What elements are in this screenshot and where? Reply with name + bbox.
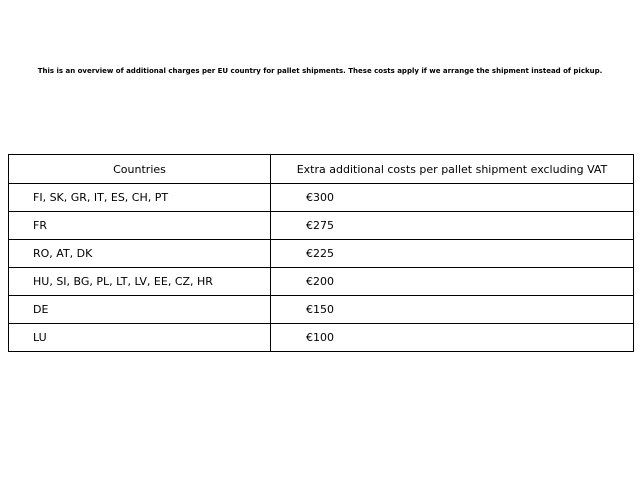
figure-caption: This is an overview of additional charges per EU country for pallet shipments. These costs apply if we arrange the shipment instead of pickup. xyxy=(37,67,603,75)
countries-cell: HU, SI, BG, PL, LT, LV, EE, CZ, HR xyxy=(9,268,271,296)
cost-cell: €300 xyxy=(271,184,634,212)
table-row xyxy=(9,184,634,212)
countries-cell: FR xyxy=(9,212,271,240)
table-row xyxy=(9,268,634,296)
countries-cell: FI, SK, GR, IT, ES, CH, PT xyxy=(9,184,271,212)
table-row xyxy=(9,296,634,324)
cost-header: Extra additional costs per pallet shipment excluding VAT xyxy=(271,155,634,184)
countries-header: Countries xyxy=(9,155,271,184)
table-header xyxy=(9,155,634,184)
table-row xyxy=(9,212,634,240)
cost-cell: €275 xyxy=(271,212,634,240)
table-row xyxy=(9,240,634,268)
countries-cell: DE xyxy=(9,296,271,324)
cost-cell: €200 xyxy=(271,268,634,296)
table-row xyxy=(9,324,634,352)
header-row xyxy=(9,155,634,184)
cost-cell: €100 xyxy=(271,324,634,352)
cost-cell: €150 xyxy=(271,296,634,324)
cost-cell: €225 xyxy=(271,240,634,268)
table-body xyxy=(9,184,634,352)
countries-cell: LU xyxy=(9,324,271,352)
charges-table xyxy=(8,154,634,352)
countries-cell: RO, AT, DK xyxy=(9,240,271,268)
